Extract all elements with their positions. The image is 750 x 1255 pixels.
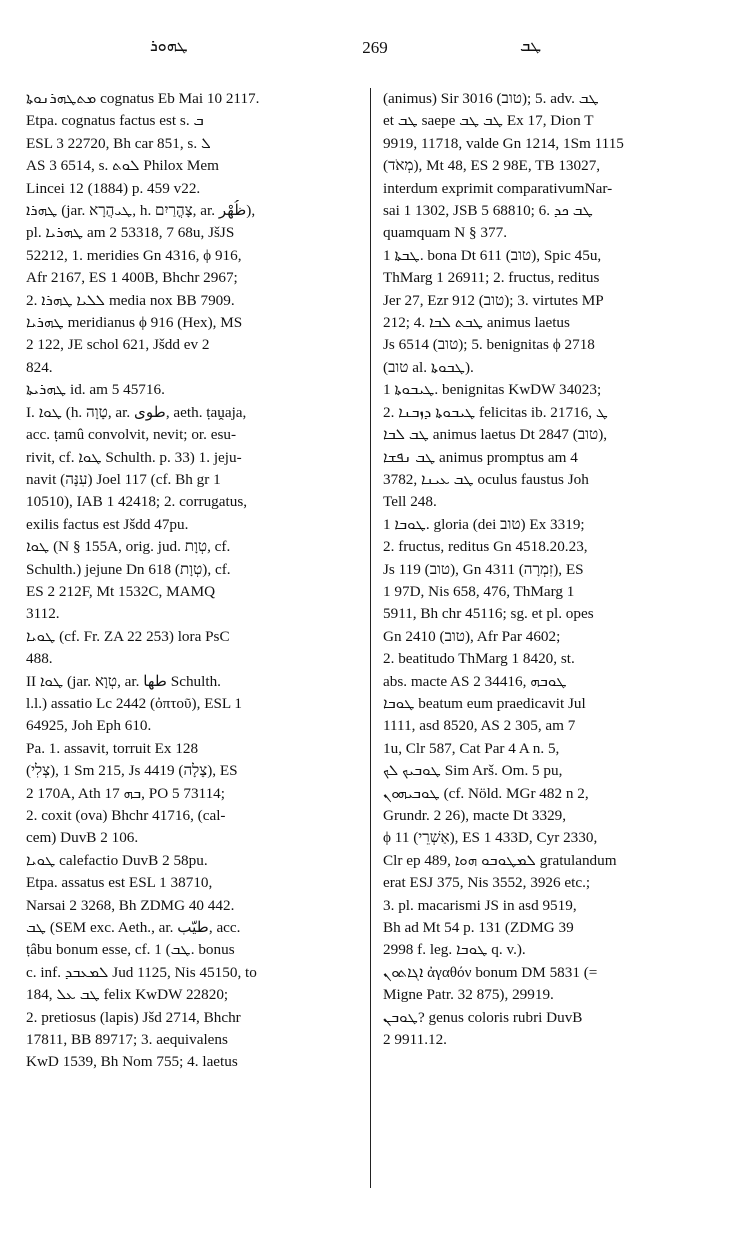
text-line: ܛܘܒܐ beatum eum praedicavit Jul bbox=[383, 694, 586, 712]
page-header bbox=[0, 38, 750, 64]
text-line: ܛܝܒܘܬܐ 1. benignitas KwDW 34023; bbox=[383, 381, 602, 399]
text-line: ܛܘܒܐ 1. gloria (dei טוב) Ex 3319; bbox=[383, 515, 585, 533]
text-line: erat ESJ 375, Nis 3552, 3926 etc.; bbox=[383, 874, 591, 892]
text-line: 10510), IAB 1 42418; 2. corrugatus, bbox=[26, 493, 248, 511]
text-line: interdum exprimit comparativumNar- bbox=[383, 179, 613, 197]
text-line: 2. pretiosus (lapis) Jšd 2714, Bhchr bbox=[26, 1008, 241, 1026]
text-line: Lincei 12 (1884) p. 459 v22. bbox=[26, 179, 201, 197]
text-line: 3. pl. macarismi JS in asd 9519, bbox=[383, 896, 577, 914]
text-line: Migne Patr. 32 875), 29919. bbox=[383, 986, 554, 1004]
text-line: sai 1 1302, JSB 5 68810; 6. ܛܒ ܟܕ bbox=[383, 202, 593, 220]
header-right-word: ܛܒ bbox=[520, 38, 542, 55]
text-line: Etpa. assatus est ESL 1 38710, bbox=[26, 874, 213, 892]
text-line: 9919, 11718, valde Gn 1214, 1Sm 1115 bbox=[383, 134, 624, 152]
text-line: quamquam N § 377. bbox=[383, 224, 508, 242]
text-line: (animus) Sir 3016 (טוב); 5. adv. ܛܒ bbox=[383, 90, 599, 107]
text-line: 1111, asd 8520, AS 2 305, am 7 bbox=[383, 717, 576, 735]
text-line: KwD 1539, Bh Nom 755; 4. laetus bbox=[26, 1053, 238, 1071]
text-line: Js 119 (טוב), Gn 4311 (זִמְרָה), ES bbox=[383, 560, 584, 578]
text-line: Afr 2167, ES 1 400B, Bhchr 2967; bbox=[26, 269, 238, 287]
right-column bbox=[383, 88, 723, 1051]
page-number: 269 bbox=[362, 38, 388, 57]
text-line: ܛܗܪܐ (jar. ܛܝהֲרָא, h. צָהֳרַיִם, ar. ظُهْر), bbox=[26, 202, 256, 220]
text-line: 2. fructus, reditus Gn 4518.20.23, bbox=[383, 538, 588, 556]
text-line: Grundr. 2 26), macte Dt 3329, bbox=[383, 807, 567, 824]
text-line: abs. macte AS 2 34416, ܛܘܒܗ bbox=[383, 672, 567, 690]
text-line: (מְאֹד), Mt 48, ES 2 98E, TB 13027, bbox=[383, 157, 601, 175]
text-line: ܛܘܒܝܟ ܠܟ Sim Arš. Om. 5 pu, bbox=[383, 762, 563, 780]
text-line: (צְלִי), 1 Sm 215, Js 4419 (צָלָה), ES bbox=[26, 762, 238, 780]
text-line: 2. coxit (ova) Bhchr 41716, (cal- bbox=[26, 807, 226, 824]
text-line: l.l.) assatio Lc 2442 (ὀπτοῦ), ESL 1 bbox=[26, 694, 243, 712]
text-line: ܛܒܬܐ 1. bona Dt 611 (טוב), Spic 45u, bbox=[383, 246, 602, 264]
text-line: 1u, Clr 587, Cat Par 4 A n. 5, bbox=[383, 739, 560, 757]
text-line: et ܛܒ saepe ܛܒ ܛܒ Ex 17, Dion T bbox=[383, 112, 594, 130]
text-line: 52212, 1. meridies Gn 4316, ϕ 916, bbox=[26, 246, 242, 264]
text-line: acc. ṭamû convolvit, nevit; or. esu- bbox=[26, 426, 237, 444]
text-line: ESL 3 22720, Bh car 851, s. ܠ bbox=[26, 134, 211, 152]
text-line: pl. ܛܗܪܝܐ am 2 53318, 7 68u, JšJS bbox=[26, 224, 235, 242]
text-line: c. inf. ܠܡܥܒܕ Jud 1125, Nis 45150, to bbox=[26, 963, 257, 981]
text-line: Gn 2410 (טוב), Afr Par 4602; bbox=[383, 627, 561, 645]
text-line: 3112. bbox=[26, 605, 60, 623]
text-line: I. ܛܘܐ (h. טָוָה, ar. طوى, aeth. ṭaṷaja, bbox=[26, 403, 247, 421]
text-line: 212; 4. ܛܒܬ ܠܒܐ animus laetus bbox=[383, 314, 570, 332]
text-line: 488. bbox=[26, 650, 53, 668]
text-line: 824. bbox=[26, 358, 53, 376]
text-line: ܛܒ ܢܦܫܐ animus promptus am 4 bbox=[383, 448, 578, 466]
text-line: rivit, cf. ܛܘܐ Schulth. p. 33) 1. jeju- bbox=[26, 448, 242, 466]
text-line: Jer 27, Ezr 912 (טוב); 3. virtutes MP bbox=[383, 291, 604, 309]
text-line: ϕ 11 (אַשְׁרֵי), ES 1 433D, Cyr 2330, bbox=[383, 829, 598, 847]
text-line: 2998 f. leg. ܛܘܒܐ q. v.). bbox=[383, 941, 526, 959]
text-line: ܛܘܝܐ calefactio DuvB 2 58pu. bbox=[26, 851, 208, 869]
text-line: ܛܗܪܝܐ meridianus ϕ 916 (Hex), MS bbox=[26, 314, 243, 332]
text-line: ܛܘܝܐ (cf. Fr. ZA 22 253) lora PsC bbox=[26, 627, 230, 645]
text-line: 184, ܛܒ ܥܠ felix KwDW 22820; bbox=[26, 986, 229, 1004]
text-line: Js 6514 (טוב); 5. benignitas ϕ 2718 bbox=[383, 336, 595, 354]
text-line: Narsai 2 3268, Bh ZDMG 40 442. bbox=[26, 896, 235, 914]
text-line: (טוב al. ܛܒܘܬܐ). bbox=[383, 358, 474, 376]
text-line: Bh ad Mt 54 p. 131 (ZDMG 39 bbox=[383, 919, 574, 937]
text-line: 3782, ܛܒ ܥܝܢܐ oculus faustus Joh bbox=[383, 470, 589, 488]
text-line: Etpa. cognatus factus est s. ܒ bbox=[26, 112, 204, 130]
text-line: ܡܬܛܗܪܢܘܬܐ cognatus Eb Mai 10 2117. bbox=[26, 90, 260, 107]
text-line: ṭâbu bonum esse, cf. ܛܒ) 1. bonus bbox=[26, 941, 235, 959]
text-line: 2 122, JE schol 621, Jšdd ev 2 bbox=[26, 336, 210, 354]
text-line: exilis factus est Jšdd 47pu. bbox=[26, 515, 189, 533]
text-line: 5911, Bh chr 45116; sg. et pl. opes bbox=[383, 605, 594, 623]
text-line: II ܛܘܐ (jar. טְוָא, ar. طها Schulth. bbox=[26, 672, 221, 690]
column-divider bbox=[370, 88, 371, 1188]
text-line: 2 170A, Ath ܒܗ 17, PO 5 73114; bbox=[26, 784, 225, 802]
text-line: navit (עִנָּה) Joel 117 (cf. Bh gr 1 bbox=[26, 470, 221, 488]
text-line: 2. ܛܝܒܘܬܐ ܕܙܒܢܐ felicitas ib. 21716, ܛ bbox=[383, 403, 608, 421]
text-line: ܛܗܪܝܬܐ id. am 5 45716. bbox=[26, 381, 165, 399]
text-line: ܛܘܐ (N § 155A, orig. jud. טְוָת, cf. bbox=[26, 538, 231, 556]
text-line: AS 3 6514, s. ܠܘܬ Philox Mem bbox=[26, 157, 219, 175]
text-line: ܛܘܒܝܗܘܢ (cf. Nöld. MGr 482 n 2, bbox=[383, 784, 589, 802]
header-left-word: ܛܗܘܪ bbox=[150, 38, 188, 55]
text-line: 17811, BB 89717; 3. aequivalens bbox=[26, 1031, 228, 1049]
text-line: 64925, Joh Eph 610. bbox=[26, 717, 152, 735]
text-line: cem) DuvB 2 106. bbox=[26, 829, 139, 847]
text-line: ES 2 212F, Mt 1532C, MAMQ bbox=[26, 582, 216, 600]
text-line: Clr ep 489, ܠܡܛܘܒܘ ܗܘܐ gratulandum bbox=[383, 851, 617, 869]
text-line: ThMarg 1 26911; 2. fructus, reditus bbox=[383, 269, 600, 287]
text-line: ܛܒ (SEM exc. Aeth., ar. طيّب, acc. bbox=[26, 919, 241, 937]
text-line: 2. ܠܠܝܐ ܛܗܪܐ media nox BB 7909. bbox=[26, 291, 235, 309]
text-line: Pa. 1. assavit, torruit Ex 128 bbox=[26, 739, 199, 757]
text-line: 2 9911.12. bbox=[383, 1031, 447, 1049]
text-line: 1 97D, Nis 658, 476, ThMarg 1 bbox=[383, 582, 575, 600]
left-column bbox=[26, 88, 360, 1074]
text-line: ܛܒ ܠܒܐ animus laetus Dt 2847 (טוב), bbox=[383, 426, 608, 444]
text-line: Tell 248. bbox=[383, 493, 437, 511]
text-line: 2. beatitudo ThMarg 1 8420, st. bbox=[383, 650, 575, 668]
text-line: Schulth.) jejune Dn 618 (טְוָת), cf. bbox=[26, 560, 231, 578]
text-line: ܐܓܐܬܘܢ ἀγαθόν bonum DM 5831 (= bbox=[383, 963, 598, 981]
text-line: ܛܘܒܢ? genus coloris rubri DuvB bbox=[383, 1008, 583, 1026]
